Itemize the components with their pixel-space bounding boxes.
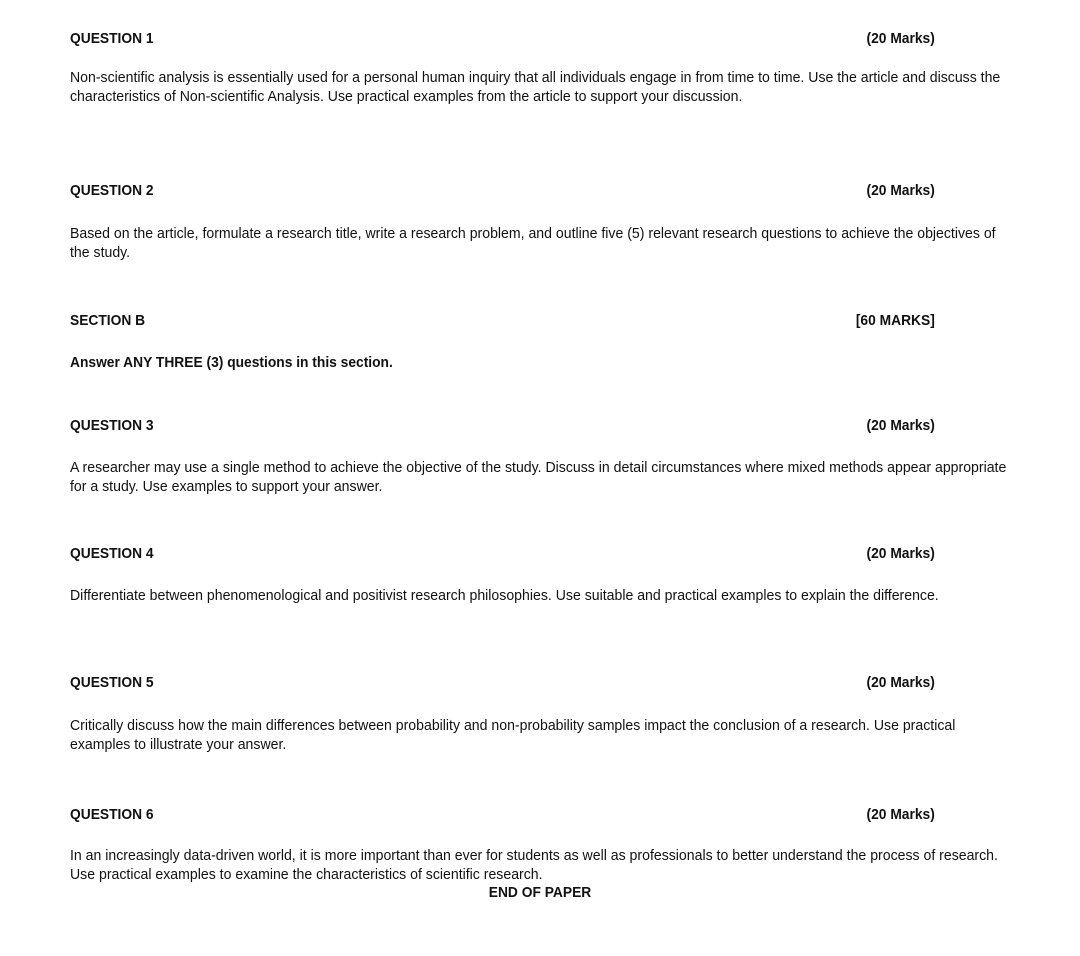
question-5-text: Critically discuss how the main differences between probability and non-probability samples impact the conclusion of a research. Use practical examples to illustrate your answer.	[70, 717, 956, 753]
question-1-header	[70, 30, 935, 50]
section-b-instruction: Answer ANY THREE (3) questions in this section.	[70, 354, 393, 371]
question-2-marks: (20 Marks)	[866, 182, 935, 199]
section-b-header	[70, 312, 935, 332]
question-5-title: QUESTION 5	[70, 674, 154, 691]
question-3-title: QUESTION 3	[70, 417, 154, 434]
question-5-marks: (20 Marks)	[866, 674, 935, 691]
question-3-text: A researcher may use a single method to achieve the objective of the study. Discuss in detail circumstances where mixed methods appear appropriate for a study. Use examples to support your answer.	[70, 459, 1007, 495]
question-4-marks: (20 Marks)	[866, 545, 935, 562]
question-4-title: QUESTION 4	[70, 545, 154, 562]
question-6-marks: (20 Marks)	[866, 806, 935, 823]
end-of-paper: END OF PAPER	[488, 884, 592, 901]
question-2-title: QUESTION 2	[70, 182, 154, 199]
question-3-marks: (20 Marks)	[866, 417, 935, 434]
question-6-text: In an increasingly data-driven world, it is more important than ever for students as well as professionals to better understand the process of research. Use practical examples to examine the characteristics of scientific research.	[70, 847, 998, 883]
question-4-text: Differentiate between phenomenological and positivist research philosophies. Use suitable and practical examples to explain the difference.	[70, 587, 939, 604]
section-b-marks: [60 MARKS]	[855, 312, 935, 329]
question-5-header	[70, 674, 935, 694]
question-6-header	[70, 806, 935, 826]
question-3-header	[70, 417, 935, 437]
question-2-header	[70, 182, 935, 202]
question-1-marks: (20 Marks)	[866, 30, 935, 47]
question-2-text: Based on the article, formulate a research title, write a research problem, and outline five (5) relevant research questions to achieve the objectives of the study.	[70, 225, 996, 261]
question-6-title: QUESTION 6	[70, 806, 154, 823]
question-1-title: QUESTION 1	[70, 30, 154, 47]
question-4-header	[70, 545, 935, 565]
question-1-text: Non-scientific analysis is essentially used for a personal human inquiry that all individuals engage in from time to time. Use the article and discuss the characteristics of Non-scientific Analysis. Use practical examples from the article to support your discussion.	[70, 69, 1001, 105]
section-b-title: SECTION B	[70, 312, 146, 329]
exam-page	[70, 0, 1010, 956]
